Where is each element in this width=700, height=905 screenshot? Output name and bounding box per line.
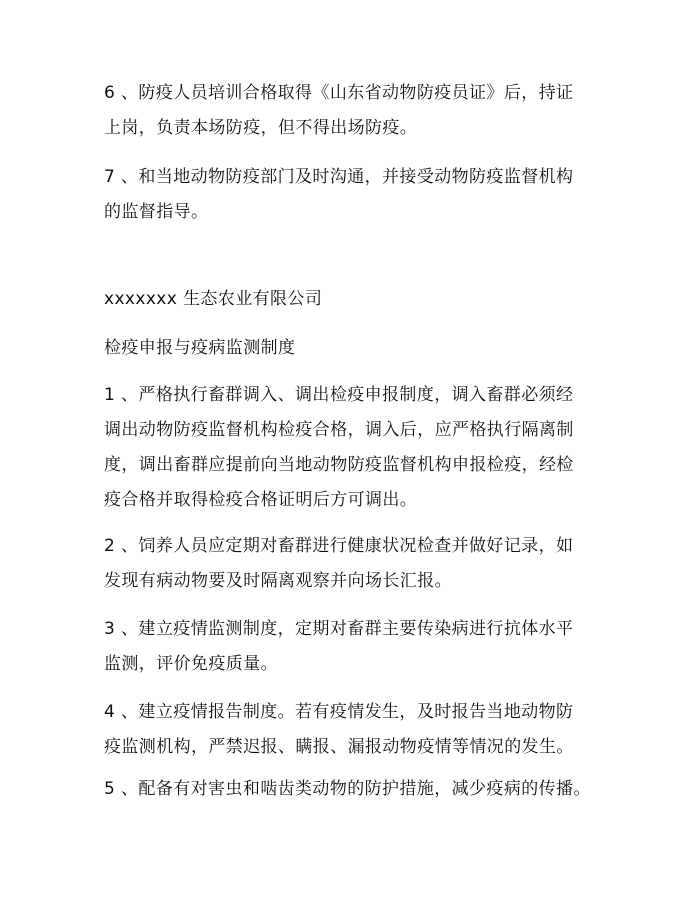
page-title	[104, 331, 624, 366]
paragraph-item-1	[104, 378, 624, 518]
paragraph-item-4	[104, 695, 624, 765]
paragraph-line: 3 、建立疫情监测制度，定期对畜群主要传染病进行抗体水平	[104, 619, 574, 639]
paragraph-item-7	[104, 160, 624, 230]
paragraph-line: 调出动物防疫监督机构检疫合格，调入后，应严格执行隔离制	[104, 420, 574, 440]
paragraph-line: 4 、建立疫情报告制度。若有疫情发生，及时报告当地动物防	[104, 702, 574, 722]
paragraph-item-2	[104, 529, 624, 599]
paragraph-line: 5 、配备有对害虫和啮齿类动物的防护措施，减少疫病的传播。	[104, 779, 591, 799]
paragraph-item-3	[104, 612, 624, 682]
company-name	[104, 282, 624, 317]
company-name-text: xxxxxxx 生态农业有限公司	[104, 289, 323, 309]
paragraph-line: 1 、严格执行畜群调入、调出检疫申报制度，调入畜群必须经	[104, 385, 574, 405]
paragraph-line: 2 、饲养人员应定期对畜群进行健康状况检查并做好记录，如	[104, 536, 574, 556]
paragraph-line: 度，调出畜群应提前向当地动物防疫监督机构申报检疫，经检	[104, 455, 574, 475]
paragraph-line: 疫监测机构，严禁迟报、瞒报、漏报动物疫情等情况的发生。	[104, 737, 574, 757]
paragraph-line: 7 、和当地动物防疫部门及时沟通，并接受动物防疫监督机构	[104, 167, 574, 187]
paragraph-line: 监测，评价免疫质量。	[104, 654, 278, 674]
paragraph-line: 的监督指导。	[104, 202, 209, 222]
paragraph-item-6	[104, 76, 624, 146]
paragraph-item-5	[104, 772, 624, 807]
paragraph-line: 疫合格并取得检疫合格证明后方可调出。	[104, 490, 418, 510]
paragraph-line: 上岗，负责本场防疫，但不得出场防疫。	[104, 118, 418, 138]
paragraph-line: 6 、防疫人员培训合格取得《山东省动物防疫员证》后，持证	[104, 83, 574, 103]
paragraph-line: 发现有病动物要及时隔离观察并向场长汇报。	[104, 571, 452, 591]
page-title-text: 检疫申报与疫病监测制度	[104, 338, 296, 358]
